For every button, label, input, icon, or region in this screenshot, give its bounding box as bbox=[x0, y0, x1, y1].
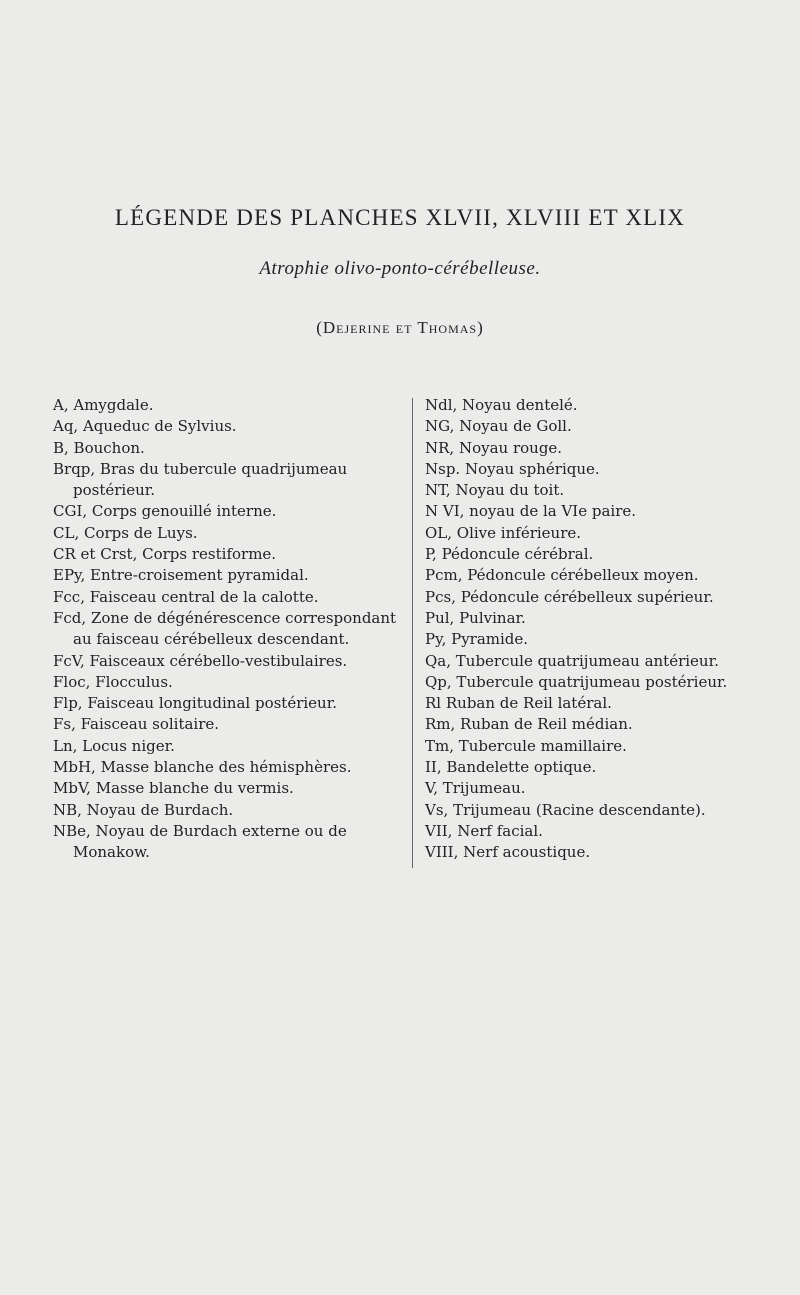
legend-entry: Fs, Faisceau solitaire. bbox=[53, 715, 220, 734]
legend-entry: Py, Pyramide. bbox=[425, 630, 529, 649]
column-divider bbox=[412, 398, 413, 868]
legend-entry: V, Trijumeau. bbox=[425, 779, 526, 798]
legend-entry: Floc, Flocculus. bbox=[53, 672, 173, 691]
legend-entry: Aq, Aqueduc de Sylvius. bbox=[53, 417, 237, 436]
legend-entry: B, Bouchon. bbox=[53, 438, 145, 457]
legend-entry: N VI, noyau de la VIe paire. bbox=[425, 502, 637, 521]
legend-entry: Qa, Tubercule quatrijumeau antérieur. bbox=[425, 651, 719, 670]
legend-entry: VII, Nerf facial. bbox=[425, 821, 543, 840]
legend-entry: Qp, Tubercule quatrijumeau postérieur. bbox=[425, 672, 728, 691]
legend-entry: Ln, Locus niger. bbox=[53, 736, 175, 755]
legend-entry: MbV, Masse blanche du vermis. bbox=[53, 779, 294, 798]
legend-entry: Vs, Trijumeau (Racine descendante). bbox=[425, 800, 706, 819]
legend-entry: OL, Olive inférieure. bbox=[425, 523, 582, 542]
legend-entry: Rm, Ruban de Reil médian. bbox=[425, 715, 633, 734]
legend-entry: Ndl, Noyau dentelé. bbox=[425, 396, 578, 414]
legend-right-column bbox=[425, 395, 770, 864]
authors-line: (Dejerine et Thomas) bbox=[316, 318, 484, 337]
legend-entry: II, Bandelette optique. bbox=[425, 758, 597, 777]
legend-entry: CGI, Corps genouillé interne. bbox=[53, 502, 277, 521]
legend-entry: Pcm, Pédoncule cérébelleux moyen. bbox=[425, 566, 699, 585]
legend-entry: P, Pédoncule cérébral. bbox=[425, 545, 594, 564]
legend-entry: NR, Noyau rouge. bbox=[425, 438, 563, 457]
legend-entry: NBe, Noyau de Burdach externe ou de Monakow. bbox=[53, 821, 347, 862]
legend-entry: MbH, Masse blanche des hémisphères. bbox=[53, 758, 352, 777]
legend-entry: NB, Noyau de Burdach. bbox=[53, 800, 234, 819]
legend-entry: CR et Crst, Corps restiforme. bbox=[53, 545, 277, 564]
page-title: LÉGENDE DES PLANCHES XLVII, XLVIII ET XLIX bbox=[114, 205, 686, 230]
legend-entry: FcV, Faisceaux cérébello-vestibulaires. bbox=[53, 651, 348, 670]
legend-entry: NT, Noyau du toit. bbox=[425, 481, 565, 500]
legend-entry: Tm, Tubercule mamillaire. bbox=[425, 736, 627, 755]
legend-entry: Pcs, Pédoncule cérébelleux supérieur. bbox=[425, 587, 714, 606]
legend-left-column bbox=[53, 395, 403, 864]
legend-entry: Fcd, Zone de dégénérescence correspondant au faisceau cérébelleux descendant. bbox=[53, 608, 397, 649]
legend-entry: Rl Ruban de Reil latéral. bbox=[425, 694, 612, 713]
legend-entry: NG, Noyau de Goll. bbox=[425, 417, 572, 436]
legend-entry: A, Amygdale. bbox=[53, 396, 154, 414]
legend-entry: Fcc, Faisceau central de la calotte. bbox=[53, 587, 319, 606]
legend-entry: Brqp, Bras du tubercule quadrijumeau postérieur. bbox=[53, 459, 348, 500]
legend-entry: Pul, Pulvinar. bbox=[425, 608, 526, 627]
legend-entry: CL, Corps de Luys. bbox=[53, 523, 198, 542]
page-subtitle: Atrophie olivo-ponto-cérébelleuse. bbox=[259, 258, 541, 279]
legend-entry: VIII, Nerf acoustique. bbox=[425, 843, 591, 862]
legend-entry: Flp, Faisceau longitudinal postérieur. bbox=[53, 694, 337, 713]
legend-entry: EPy, Entre-croisement pyramidal. bbox=[53, 566, 309, 585]
legend-entry: Nsp. Noyau sphérique. bbox=[425, 459, 600, 478]
